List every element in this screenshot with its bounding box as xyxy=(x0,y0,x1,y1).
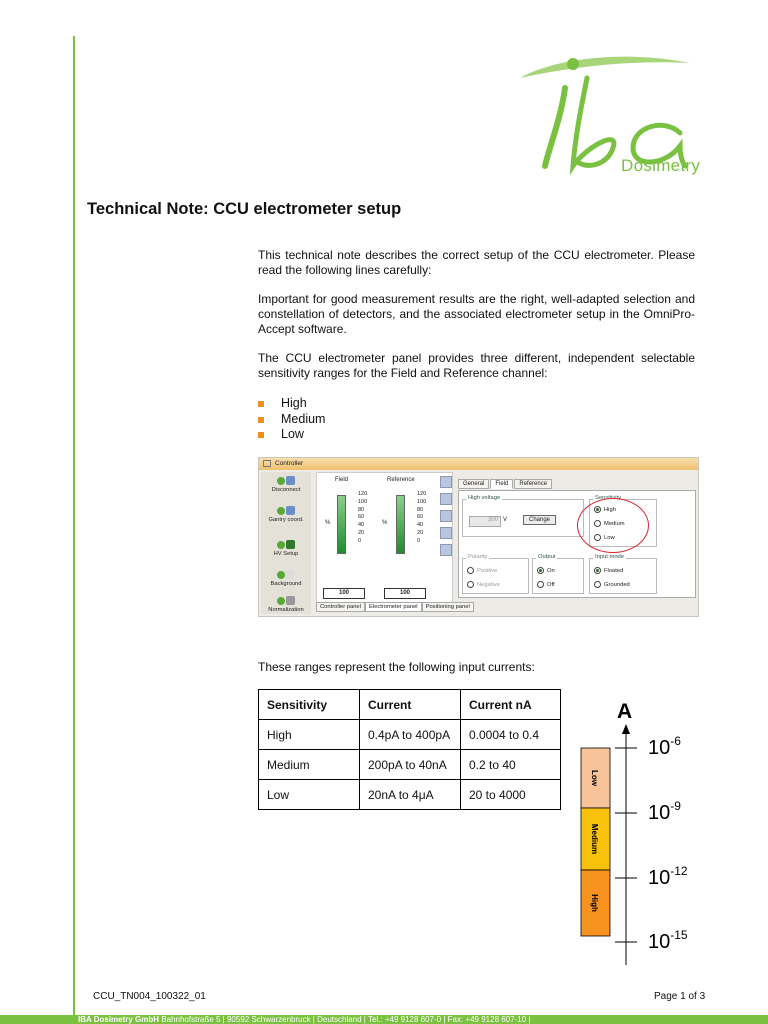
company-address: Bahnhofstraße 5 | 90592 Schwarzenbruck | Deutschland | Tel.: +49 9128 607-0 | Fax: +49 9128 607-10 | xyxy=(161,1015,531,1024)
hv-icon xyxy=(275,540,297,550)
bullet-square-icon xyxy=(258,432,264,438)
list-item: Low xyxy=(258,427,325,443)
tick-label: $10^{-9}$ xyxy=(648,799,681,824)
settings-tabs xyxy=(458,479,553,489)
percent-label: % xyxy=(325,520,331,526)
bullet-square-icon xyxy=(258,401,264,407)
field-meter-label: Field xyxy=(335,477,349,483)
document-id: CCU_TN004_100322_01 xyxy=(93,991,206,1002)
toolbar-icon xyxy=(440,527,452,539)
reference-value: 100 xyxy=(384,588,426,599)
tick-label: $10^{-12}$ xyxy=(648,864,688,889)
toolbar-icon xyxy=(440,476,452,488)
high-voltage-value: 300 xyxy=(469,516,501,527)
input-mode-group: Input mode Floated Grounded xyxy=(589,558,657,594)
tab-field: Field xyxy=(490,479,513,489)
table-cell: 0.0004 to 0.4 xyxy=(461,720,561,750)
sensitivity-bullet-list xyxy=(258,396,325,443)
table-cell: High xyxy=(259,720,360,750)
reference-meter-label: Reference xyxy=(387,477,415,483)
electrometer-panel-screenshot xyxy=(258,457,699,617)
table-row xyxy=(259,750,561,780)
band-label: Medium xyxy=(590,823,599,855)
tab-controller-panel: Controller panel xyxy=(316,602,365,612)
ranges-intro: These ranges represent the following input currents: xyxy=(258,660,535,674)
table-header: Current xyxy=(360,690,461,720)
output-off-radio: Off xyxy=(537,581,555,588)
bullet-square-icon xyxy=(258,417,264,423)
toolbar-icon xyxy=(440,544,452,556)
paragraph-intro: This technical note describes the correct setup of the CCU electrometer. Please read the following lines carefully: xyxy=(258,248,695,277)
table-cell: 20nA to 4μA xyxy=(360,780,461,810)
sensitivity-medium-radio: Medium xyxy=(594,520,625,527)
table-cell: 0.4pA to 400pA xyxy=(360,720,461,750)
high-voltage-group: High voltage 300 V Change xyxy=(462,499,584,537)
table-cell: 0.2 to 40 xyxy=(461,750,561,780)
list-item: High xyxy=(258,396,325,412)
footer-bar xyxy=(0,1015,768,1024)
chart-icon xyxy=(440,493,452,505)
change-voltage-button: Change xyxy=(523,515,556,525)
band-label: High xyxy=(590,894,599,912)
table-cell: Medium xyxy=(259,750,360,780)
output-on-radio: On xyxy=(537,567,555,574)
paragraph-importance: Important for good measurement results are the right, well-adapted selection and constellation of detectors, and the associated electrometer setup in the OmniPro-Accept software. xyxy=(258,292,695,336)
screenshot-titlebar: Controller xyxy=(259,458,698,470)
table-row xyxy=(259,780,561,810)
sensitivity-group: Sensitivity High Medium Low xyxy=(589,499,657,547)
margin-rule xyxy=(73,36,75,1018)
polarity-positive-radio: Positive xyxy=(467,567,497,574)
tick-label: $10^{-15}$ xyxy=(648,928,688,953)
sensitivity-low-radio: Low xyxy=(594,534,615,541)
table-header: Current nA xyxy=(461,690,561,720)
background-icon xyxy=(275,570,297,580)
output-group: Output On Off xyxy=(532,558,584,594)
company-name: IBA Dosimetry GmbH xyxy=(78,1015,160,1024)
normalization-icon xyxy=(275,596,297,606)
band-label: Low xyxy=(590,770,599,786)
page-number: Page 1 of 3 xyxy=(654,991,706,1002)
sensitivity-highlight-circle xyxy=(577,498,649,553)
tab-general: General xyxy=(458,479,489,489)
polarity-negative-radio: Negative xyxy=(467,581,500,588)
polarity-group: Polarity Positive Negative xyxy=(462,558,529,594)
field-value: 100 xyxy=(323,588,365,599)
gantry-icon xyxy=(275,506,297,516)
sidebar-item-disconnect: Disconnect xyxy=(261,476,311,493)
meter-panel xyxy=(316,472,453,604)
tab-reference: Reference xyxy=(514,479,552,489)
table-row xyxy=(259,720,561,750)
reference-scale-ticks: 120 100 80 60 40 20 0 xyxy=(417,491,427,544)
logo-subtitle: Dosimetry xyxy=(621,156,701,175)
paragraph-panel: The CCU electrometer panel provides three different, independent selectable sensitivity ranges for the Field and Reference channel: xyxy=(258,351,695,380)
bottom-tabs xyxy=(316,602,474,612)
axis-label: A xyxy=(617,700,633,723)
sidebar-item-background: Background xyxy=(261,570,311,587)
tab-electrometer-panel: Electrometer panel xyxy=(365,602,422,612)
sidebar-item-normalization: Normalization xyxy=(261,596,311,613)
list-item: Medium xyxy=(258,412,325,428)
input-grounded-radio: Grounded xyxy=(594,581,630,588)
sensitivity-high-radio: High xyxy=(594,506,616,513)
table-cell: 20 to 4000 xyxy=(461,780,561,810)
field-settings-panel xyxy=(458,490,696,598)
window-icon xyxy=(263,460,271,467)
tick-label: $10^{-6}$ xyxy=(648,734,681,759)
current-scale-diagram xyxy=(575,690,725,970)
reference-level-bar xyxy=(396,495,405,554)
tab-positioning-panel: Positioning panel xyxy=(422,602,474,612)
voltage-unit: V xyxy=(503,517,508,523)
table-cell: 200pA to 40nA xyxy=(360,750,461,780)
table-header-row xyxy=(259,690,561,720)
toolbar-icon xyxy=(440,510,452,522)
field-level-bar xyxy=(337,495,346,554)
input-floated-radio: Floated xyxy=(594,567,623,574)
table-cell: Low xyxy=(259,780,360,810)
percent-label: % xyxy=(382,520,388,526)
document-title: Technical Note: CCU electrometer setup xyxy=(87,200,402,218)
field-scale-ticks: 120 100 80 60 40 20 0 xyxy=(358,491,368,544)
disconnect-icon xyxy=(275,476,297,486)
screenshot-sidebar xyxy=(261,472,311,614)
toolbar-icons xyxy=(440,476,452,561)
sidebar-item-gantry: Gantry coord. xyxy=(261,506,311,523)
sensitivity-table xyxy=(258,689,561,810)
table-header: Sensitivity xyxy=(259,690,360,720)
sidebar-item-hv-setup: HV Setup xyxy=(261,540,311,557)
